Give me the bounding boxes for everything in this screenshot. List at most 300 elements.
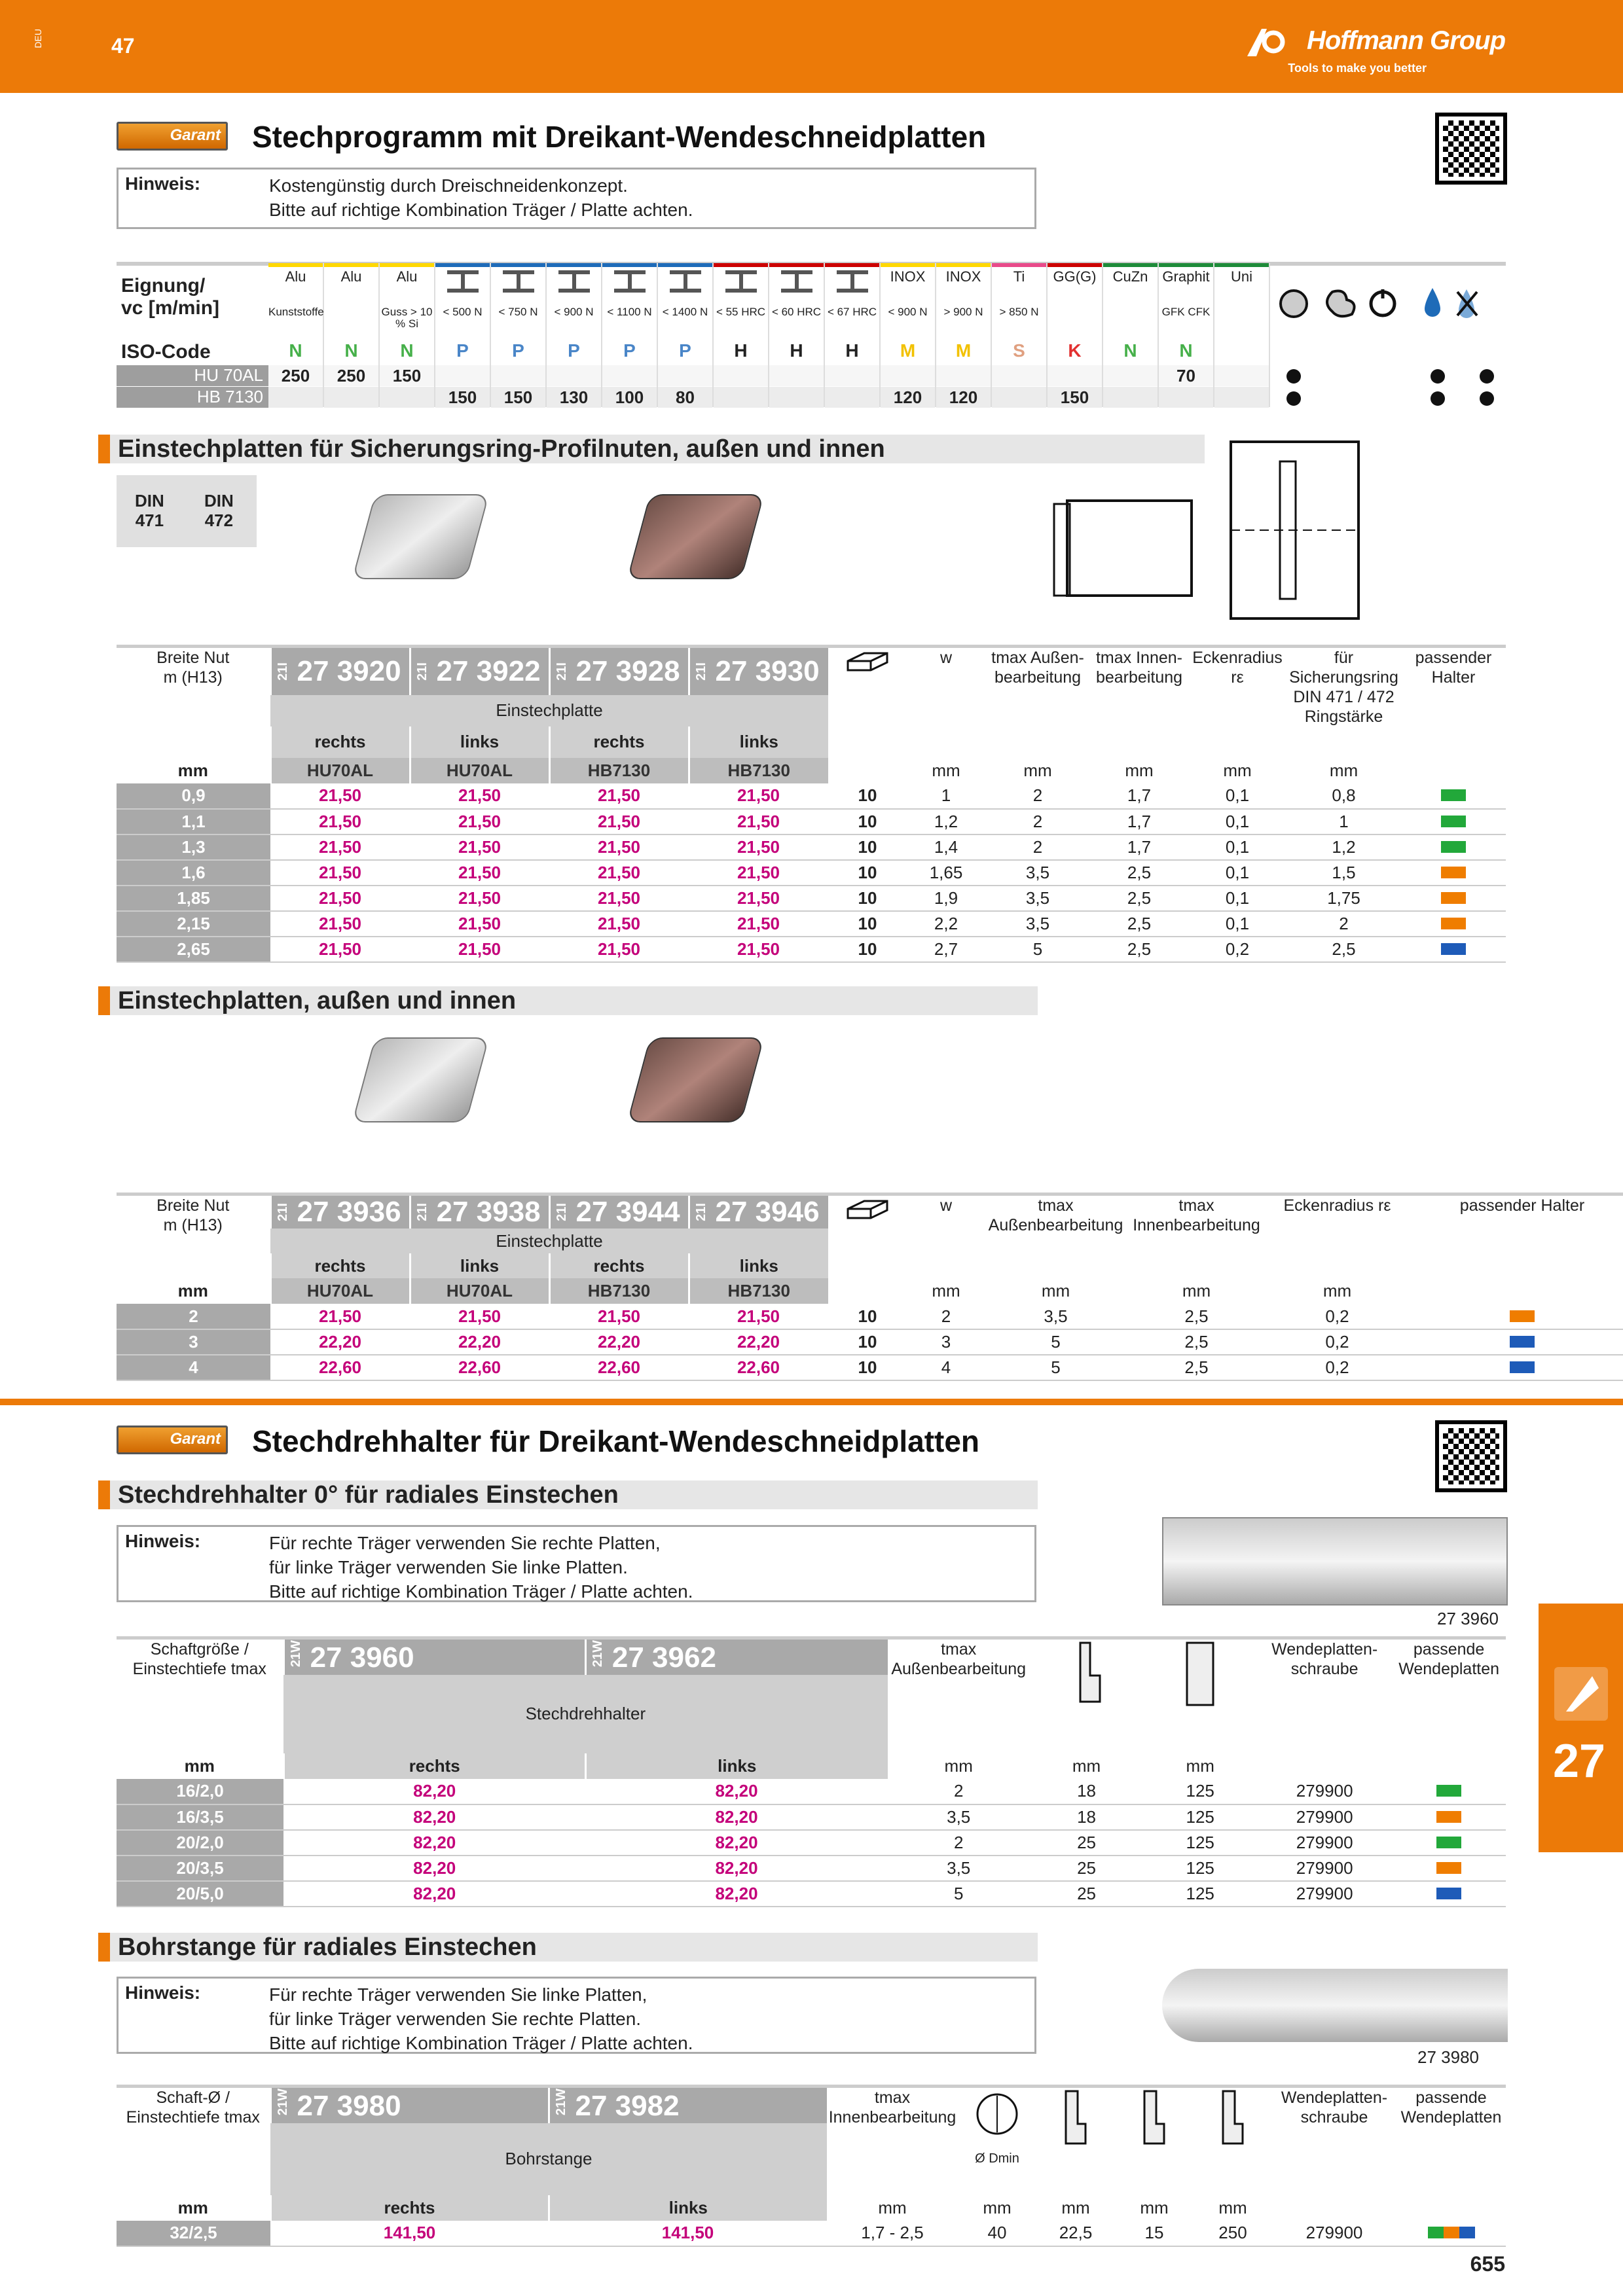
article-number: 27 3982 [575,2089,680,2122]
table-cell: 0,8 [1286,783,1401,809]
table-cell: rechts [270,1253,410,1278]
chapter-tab[interactable]: 27 [1539,1604,1623,1852]
plate-colors [1396,2221,1506,2246]
table-cell: 2 [888,1830,1030,1856]
table-cell: mm [1186,1755,1214,1776]
table-cell: 2,15 [117,911,270,937]
table-cell: links [689,1253,828,1278]
hint-box [117,168,1036,229]
cutting-speed [602,365,657,386]
table-cell [1115,2087,1194,2195]
table-cell: 1,1 [117,809,270,834]
hint-box [117,1525,1036,1602]
table-cell: 0,1 [1188,886,1286,911]
holder-color-green [1401,834,1506,860]
material-column [1048,263,1103,407]
material-spec: < 60 HRC [771,306,822,318]
article-number: 27 3920 [297,655,401,687]
table-cell: 1,3 [117,834,270,860]
table-cell: 2 [907,1304,985,1329]
table-cell: 4 [117,1355,270,1380]
table-cell: 21,50 [689,809,828,834]
cutting-speed [380,387,434,408]
image-caption: 27 3960 [1437,1609,1499,1628]
table-cell: 3,5 [985,860,1090,886]
cutting-speed [769,365,824,386]
table-row [117,1638,1506,1675]
cutting-speed: 120 [881,387,935,408]
table-cell: 279900 [1272,2221,1396,2246]
iso-code: P [512,340,524,361]
table-row [117,834,1506,860]
grade: HB7130 [689,758,828,783]
table-cell: mm [983,2197,1012,2217]
material-name: GG(G) [1053,268,1097,285]
table-row [117,1881,1506,1907]
material-name: Alu [396,268,418,285]
table-cell: 1,7 [1090,809,1188,834]
material-column [324,263,380,407]
machining-icons [1270,283,1506,322]
garant-badge: Garant [117,1426,228,1454]
table-cell: 250 [1194,2221,1272,2246]
insert-box-icon [845,1196,890,1222]
garant-badge: Garant [117,122,228,151]
bar-dimension-icon [1207,2088,1259,2160]
table-cell: 82,20 [283,1856,585,1881]
article-prefix: 21W [275,2088,290,2115]
holder-dimension-icon [1061,1640,1113,1718]
table-cell: 1,6 [117,860,270,886]
hint-box [117,1977,1036,2054]
boring-bar-image [1162,1969,1508,2042]
material-spec: < 750 N [498,306,538,318]
article-number: 27 3928 [575,655,680,687]
table-cell: 82,20 [585,1881,887,1907]
holder-color-orange [1401,860,1506,886]
table-cell: 2 [985,809,1090,834]
table-cell: 21,50 [270,809,410,834]
iso-code: M [955,340,972,361]
table-cell: 22,20 [410,1329,549,1355]
table-cell: 2 [1286,911,1401,937]
col-header: Breite Nut [156,649,230,667]
material-spec: Guss > 10 % Si [381,306,433,330]
qr-code-icon[interactable] [1435,1420,1507,1492]
table-cell: 2,2 [907,911,985,937]
insert-image-silver [352,494,490,579]
table-cell: links [410,1253,549,1278]
table-cell: 2,5 [1090,937,1188,962]
direction: rechts [549,726,689,758]
table-cell: 20/5,0 [117,1881,283,1907]
material-spec: GFK CFK [1161,306,1211,318]
material-column [1159,263,1214,407]
table-cell: 2,5 [1090,911,1188,937]
table-cell: 22,60 [410,1355,549,1380]
material-column [992,263,1048,407]
direction: links [410,726,549,758]
material-name: INOX [890,268,926,285]
bore-diameter-icon [971,2088,1023,2147]
iso-code: K [1068,340,1082,361]
table-cell [828,1194,907,1279]
table-cell: links [549,2195,827,2221]
table-cell: 1,9 [907,886,985,911]
iso-code: S [1013,340,1025,361]
table-row [117,1753,1506,1779]
material-spec: > 900 N [943,306,983,318]
steel-profile-icon [499,270,538,293]
table-cell: 21,50 [689,860,828,886]
article-prefix: 21I [693,662,708,681]
table-cell: 0,1 [1188,911,1286,937]
table-cell: 3,5 [985,886,1090,911]
table-cell: mm [1322,1281,1352,1300]
plate-color-green [1392,1779,1506,1804]
plate-color-green [1392,1830,1506,1856]
table-cell: 21,50 [410,937,549,962]
table-row [117,937,1506,962]
table-cell: 0,1 [1188,783,1286,809]
material-name: Alu [340,268,362,285]
cutting-speed [825,387,879,408]
cutting-speed: 250 [268,365,323,386]
table-cell: 21,50 [410,834,549,860]
table-cell: rechts [270,2195,549,2221]
iso-code: P [679,340,691,361]
material-column [769,263,825,407]
table-cell: 21,50 [410,809,549,834]
suitability-grid [268,263,1270,407]
table-cell: mm [1218,2197,1247,2217]
table-cell: 2 [985,834,1090,860]
steel-profile-icon [666,270,705,293]
table-cell: 1,2 [907,809,985,834]
table-cell: 21,50 [549,834,689,860]
section-heading: Stechdrehhalter 0° für radiales Einstechen [98,1480,1038,1509]
col-header: w [939,649,953,667]
material-name: Graphit [1162,268,1210,285]
plate-color-orange [1392,1856,1506,1881]
table-cell: 125 [1143,1856,1257,1881]
cutting-speed [658,365,712,386]
table-cell [828,1278,907,1304]
table-cell: links [585,1753,887,1779]
table-cell: 21,50 [549,911,689,937]
material-name: Alu [285,268,306,285]
table-row [117,2087,1506,2123]
cutting-speed [1103,365,1158,386]
qr-code-icon[interactable] [1435,113,1507,185]
table-cell: 10 [828,860,907,886]
language-code: DEU [33,29,43,48]
table-cell [1396,2195,1506,2221]
table-row [117,1194,1623,1229]
grade-hb7130: HB 7130 [117,387,268,408]
bar-dimension-icon [1049,2088,1102,2160]
article-prefix: 21W [553,2088,568,2115]
table-cell: 4 [907,1355,985,1380]
din-box: DIN 471 DIN 472 [117,475,257,547]
table-cell: 5 [985,937,1090,962]
article-prefix: 21I [693,1203,708,1221]
table-cell: mm [1061,2197,1090,2217]
article-prefix: 21I [275,1203,290,1221]
table-row [117,2195,1506,2221]
table-cell: mm [1140,2197,1169,2217]
data-table [117,1636,1506,1907]
table-row [117,1304,1623,1329]
table-cell: 21,50 [689,911,828,937]
table-cell: Wendeplatten- schraube [1271,1640,1378,1678]
cutting-speed [1103,387,1158,408]
table-cell: 2,5 [1126,1355,1267,1380]
table-cell: tmax Innenbearbeitung [828,2089,957,2126]
table-cell: 25 [1030,1830,1144,1856]
brand-tagline: Tools to make you better [1288,62,1427,75]
table-cell: 2 [117,1304,270,1329]
table-cell [958,2087,1036,2195]
unit: mm [1125,760,1154,780]
grade: HU70AL [270,758,410,783]
iso-code: N [344,340,358,361]
table-cell: Einstechplatte [270,1229,828,1253]
table-cell: Breite Nut m (H13) [156,1196,230,1234]
table-cell: 21,50 [270,783,410,809]
unit: mm [932,760,960,780]
cutting-speed: 150 [1048,387,1102,408]
section-heading: Einstechplatten, außen und innen [98,986,1038,1015]
iso-code: P [456,340,469,361]
cutting-speed [491,365,545,386]
iso-code: N [1179,340,1193,361]
table-row [117,1804,1506,1830]
table-cell: 1,75 [1286,886,1401,911]
table-cell: 125 [1143,1804,1257,1830]
cutting-speed: 100 [602,387,657,408]
table-cell [828,647,907,758]
sub-header: Einstechplatte [270,695,828,726]
table-cell [1401,758,1506,783]
table-cell: 21,50 [549,860,689,886]
table-cell [1392,1753,1506,1779]
grade: HB7130 [549,758,689,783]
cutting-speed [936,365,991,386]
article-number: 27 3944 [575,1196,680,1228]
table-cell: rechts [549,1253,689,1278]
article-prefix: 21W [590,1640,605,1667]
unit: mm [1223,760,1252,780]
table-cell: 125 [1143,1779,1257,1804]
table-cell: 20/2,0 [117,1830,283,1856]
table-row [117,1779,1506,1804]
cutting-speed [435,365,490,386]
table-cell: 82,20 [283,1830,585,1856]
table-cell: 2,65 [117,937,270,962]
material-column [825,263,881,407]
steel-profile-icon [721,270,761,293]
table-cell: 21,50 [689,1304,828,1329]
cutting-speed: 250 [324,365,378,386]
table-row [117,1278,1623,1304]
plate-color-orange [1392,1804,1506,1830]
table-cell [270,2087,549,2123]
table-cell: 279900 [1257,1830,1392,1856]
material-spec: < 1400 N [662,306,708,318]
table-cell: 3,5 [985,911,1090,937]
table-cell: 21,50 [549,809,689,834]
table-cell: passender Halter [1459,1196,1585,1215]
table-cell: 10 [828,1329,907,1355]
table-cell: passende Wendeplatten [1400,2089,1502,2126]
table-cell: 3,5 [888,1804,1030,1830]
table-cell: 0,1 [1188,860,1286,886]
hint-label: Hinweis: [125,1531,201,1551]
table-cell: 0,2 [1188,937,1286,962]
table-cell [410,647,549,695]
table-cell: 21,50 [689,937,828,962]
table-row [117,647,1506,695]
page-number: 655 [1470,2252,1505,2276]
table-cell: mm [944,1755,973,1776]
article-number: 27 3936 [297,1196,401,1228]
table-cell: 22,60 [270,1355,410,1380]
unit: mm [177,760,208,780]
table-cell: 21,50 [270,911,410,937]
table-cell: 21,50 [689,834,828,860]
table-cell: 0,2 [1267,1304,1408,1329]
table-cell: 1,2 [1286,834,1401,860]
cutting-speed: 70 [1159,365,1213,386]
table-cell [549,1194,689,1229]
table-cell: mm [1041,1281,1070,1300]
direction: rechts [270,726,410,758]
insert-image-bronze [627,1037,765,1122]
cutting-speed [1214,365,1269,386]
table-cell [1194,2087,1272,2195]
cutting-speed [1159,387,1213,408]
table-cell: 82,20 [283,1804,585,1830]
table-cell: Eckenradius rε [1283,1196,1391,1215]
table-cell: 1,5 [1286,860,1401,886]
table-cell: 1,65 [907,860,985,886]
table-row [117,1830,1506,1856]
col-header: passender Halter [1415,649,1492,687]
image-caption: 27 3980 [1417,2047,1479,2067]
table-cell: 0,2 [1267,1329,1408,1355]
table-cell: 22,60 [549,1355,689,1380]
table-cell [270,647,410,695]
iso-code: M [900,340,916,361]
table-cell: 1,7 [1090,783,1188,809]
table-row [117,1329,1623,1355]
table-cell: 82,20 [585,1804,887,1830]
suitability-label: Eignung/ vc [m/min] [121,275,220,319]
material-spec: < 67 HRC [827,306,877,318]
col-header: tmax Innen- bearbeitung [1095,649,1183,687]
table-cell: 1,4 [907,834,985,860]
table-cell: 18 [1030,1804,1144,1830]
steel-profile-icon [777,270,816,293]
table-cell: 22,20 [549,1329,689,1355]
direction: links [689,726,828,758]
table-cell: w [939,1196,953,1215]
table-cell: 2,7 [907,937,985,962]
table-cell: 3,5 [985,1304,1126,1329]
material-column [881,263,936,407]
table-cell: 0,9 [117,783,270,809]
table-row [117,1856,1506,1881]
table-cell: 5 [985,1355,1126,1380]
cutting-speed [547,365,601,386]
material-name: CuZn [1112,268,1148,285]
table-cell: 2,5 [1126,1329,1267,1355]
table-cell: 16/3,5 [117,1804,283,1830]
table-cell [689,1194,828,1229]
insert-image-silver [352,1037,490,1122]
table-cell: 22,60 [689,1355,828,1380]
hint-label: Hinweis: [125,1982,201,2003]
table-cell: 3,5 [888,1856,1030,1881]
table-cell: 32/2,5 [117,2221,270,2246]
table-cell [689,647,828,695]
table-cell: 10 [828,1355,907,1380]
hint-line: Bitte auf richtige Kombination Träger / Platte achten. [269,2033,693,2053]
holder-color-blue [1408,1329,1623,1355]
table-cell: HB7130 [689,1278,828,1304]
material-name: INOX [945,268,981,285]
article-number: 27 3962 [611,1641,716,1674]
table-cell: 1,85 [117,886,270,911]
table-cell: 82,20 [585,1830,887,1856]
article-prefix: 21I [414,662,429,681]
table-cell: 1 [1286,809,1401,834]
table-cell: Schaft-Ø / Einstechtiefe tmax [126,2089,260,2126]
material-column [491,263,547,407]
steel-profile-icon [610,270,649,293]
table-cell: 2,5 [1090,860,1188,886]
hint-line: für linke Träger verwenden Sie linke Platten. [269,1557,628,1577]
table-cell: 279900 [1257,1856,1392,1881]
material-column [1214,263,1270,407]
table-row [117,1355,1623,1380]
col-header: für Sicherungsring DIN 471 / 472 Ringstärke [1289,649,1398,726]
table-cell: 22,5 [1036,2221,1115,2246]
table-cell: 0,2 [1267,1355,1408,1380]
table-cell: 5 [888,1881,1030,1907]
brand-name: Hoffmann Group [1306,26,1505,55]
material-name: Ti [1013,268,1025,285]
col-header: m (H13) [163,668,223,687]
iso-code: P [568,340,580,361]
table-cell: 21,50 [410,1304,549,1329]
section-separator [0,1399,1623,1405]
cutting-speed [1048,365,1102,386]
table-cell: 82,20 [585,1856,887,1881]
table-cell: 125 [1143,1830,1257,1856]
cutting-speed: 150 [380,365,434,386]
table-cell: 125 [1143,1881,1257,1907]
data-table [117,2085,1506,2247]
hint-line: für linke Träger verwenden Sie rechte Platten. [269,2009,642,2029]
table-cell: 3 [907,1329,985,1355]
holder-length-icon [1174,1640,1226,1718]
machining-dots [1270,365,1506,407]
table-cell: mm [878,2197,907,2217]
section-title: Stechdrehhalter für Dreikant-Wendeschneidplatten [252,1424,980,1458]
holder-color-orange [1401,886,1506,911]
